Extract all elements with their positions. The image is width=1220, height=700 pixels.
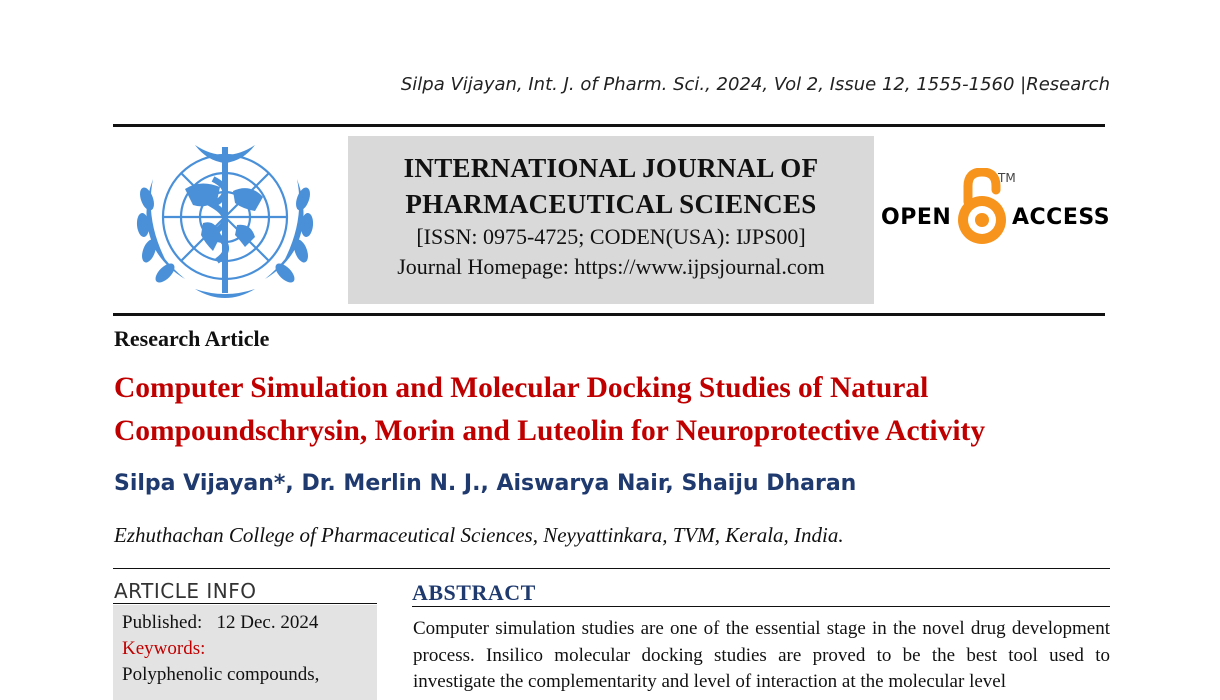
- open-access-open-text: OPEN: [881, 205, 952, 230]
- published-row: [122, 612, 318, 634]
- abstract-text: Computer simulation studies are one of the essential stage in the novel drug development process. Insilico molecular docking studies are proved to be the best tool used to investigate the complementarity and level of interaction at the molecular level: [413, 618, 1110, 692]
- article-title-line1: Computer Simulation and Molecular Docking Studies of Natural: [114, 372, 929, 404]
- journal-issn: [ISSN: 0975-4725; CODEN(USA): IJPS00]: [416, 224, 806, 249]
- keywords-label: Keywords:: [122, 638, 206, 659]
- citation-header: Silpa Vijayan, Int. J. of Pharm. Sci., 2024, Vol 2, Issue 12, 1555-1560 |Research: [400, 74, 1110, 95]
- abstract-rule: [412, 606, 1110, 607]
- journal-homepage[interactable]: Journal Homepage: https://www.ijpsjournal.com: [397, 254, 825, 279]
- section-divider: [113, 568, 1110, 569]
- article-title-line2: Compoundschrysin, Morin and Luteolin for Neuroprotective Activity: [114, 415, 986, 447]
- keyword-item: Polyphenolic compounds,: [122, 664, 320, 685]
- journal-title-line2: PHARMACEUTICAL SCIENCES: [405, 189, 817, 219]
- header-top-rule: [113, 124, 1105, 127]
- article-title: [114, 367, 1104, 453]
- article-affiliation: Ezhuthachan College of Pharmaceutical Sciences, Neyyattinkara, TVM, Kerala, India.: [114, 523, 844, 547]
- open-access-access-text: ACCESS: [1012, 205, 1110, 230]
- open-access-logo: [880, 168, 1110, 252]
- published-date: 12 Dec. 2024: [216, 612, 319, 633]
- published-label: Published:: [122, 612, 203, 633]
- open-access-tm: TM: [998, 171, 1016, 185]
- journal-emblem-icon: [125, 139, 325, 307]
- journal-title-line1: INTERNATIONAL JOURNAL OF: [403, 153, 819, 183]
- journal-masthead: [348, 136, 874, 304]
- article-info-heading: ARTICLE INFO: [114, 579, 257, 603]
- header-bottom-rule: [113, 313, 1105, 316]
- article-authors: Silpa Vijayan*, Dr. Merlin N. J., Aiswarya Nair, Shaiju Dharan: [114, 471, 857, 496]
- article-info-rule: [113, 603, 377, 604]
- article-type: Research Article: [114, 326, 270, 351]
- abstract-heading: ABSTRACT: [412, 580, 536, 605]
